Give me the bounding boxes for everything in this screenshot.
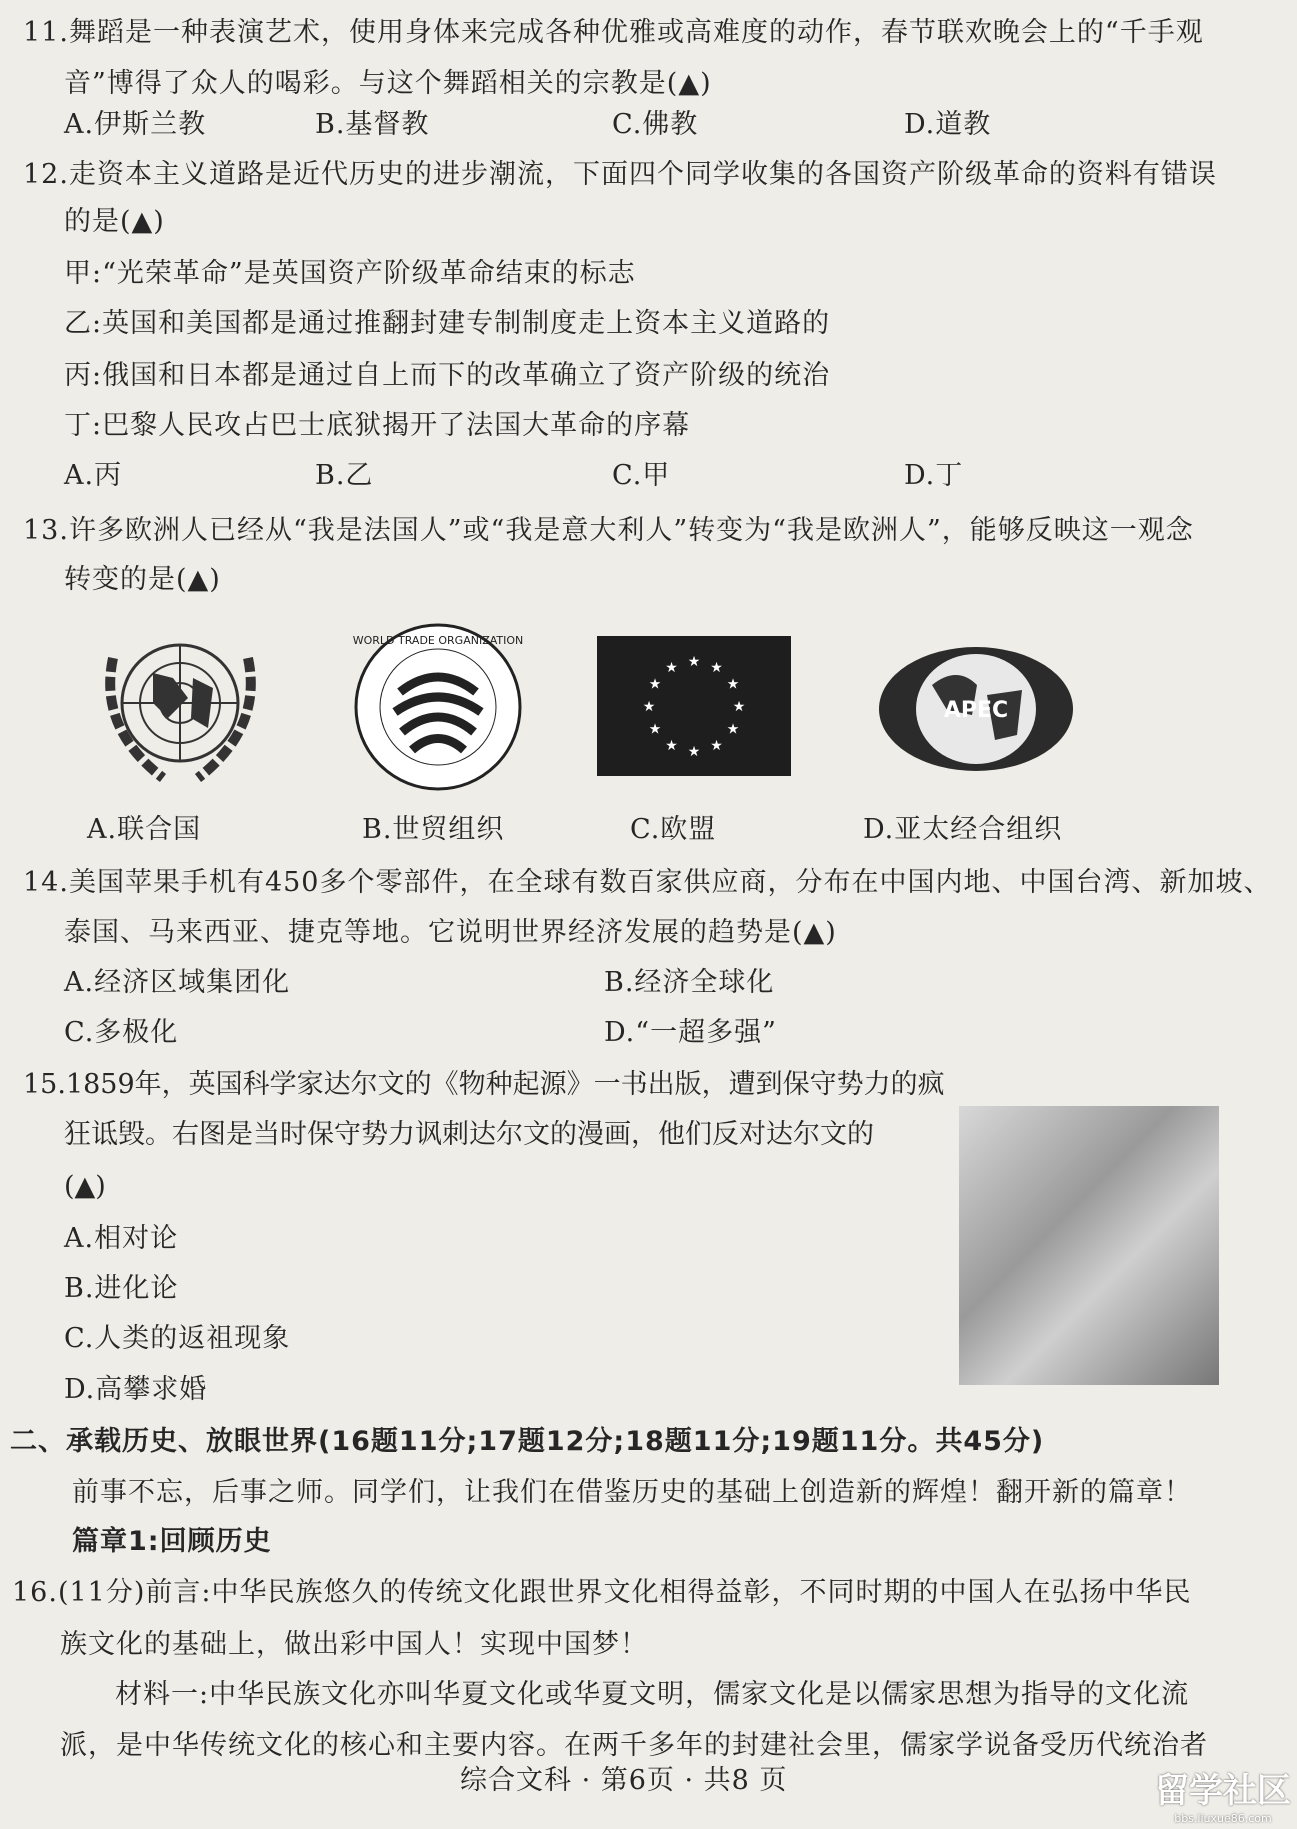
q11-option-c: C.佛教: [612, 109, 699, 140]
q14-option-c: C.多极化: [64, 1017, 179, 1048]
q14-option-b: B.经济全球化: [604, 967, 775, 998]
q14-option-d: D.“一超多强”: [604, 1017, 777, 1048]
q12-item-jia: 甲:“光荣革命”是英国资产阶级革命结束的标志: [64, 258, 636, 289]
q13-option-a: A.联合国: [87, 814, 202, 845]
q15-option-d: D.高攀求婚: [64, 1374, 208, 1405]
q11-option-d: D.道教: [904, 109, 992, 140]
eu-star-icon: ★: [732, 699, 746, 715]
apec-logo-text: APEC: [943, 698, 1009, 723]
q16-line1: 16.(11分)前言:中华民族悠久的传统文化跟世界文化相得益彰，不同时期的中国人在弘扬中华民: [12, 1577, 1192, 1608]
q14-line1: 14.美国苹果手机有450多个零部件，在全球有数百家供应商，分布在中国内地、中国台湾、新加坡、: [23, 867, 1272, 898]
eu-star-icon: ★: [687, 744, 701, 760]
q11-line2: 音”博得了众人的喝彩。与这个舞蹈相关的宗教是(▲): [64, 68, 712, 99]
eu-star-icon: ★: [665, 660, 678, 677]
watermark-logo: 留学社区 bbs.liuxue86.com: [1155, 1771, 1291, 1825]
q13-option-b: B.世贸组织: [362, 814, 505, 845]
eu-star-icon: ★: [648, 676, 662, 693]
q16-line2: 族文化的基础上，做出彩中国人！实现中国梦！: [60, 1629, 648, 1660]
section2-heading: 二、承载历史、放眼世界(16题11分;17题12分;18题11分;19题11分。共45分): [10, 1426, 1045, 1457]
eu-star-icon: ★: [648, 721, 662, 738]
q13-option-c: C.欧盟: [630, 814, 717, 845]
q11-option-a: A.伊斯兰教: [64, 109, 207, 140]
q14-line2: 泰国、马来西亚、捷克等地。它说明世界经济发展的趋势是(▲): [64, 917, 837, 948]
q12-option-c: C.甲: [612, 460, 671, 491]
section2-intro: 前事不忘，后事之师。同学们，让我们在借鉴历史的基础上创造新的辉煌！翻开新的篇章！: [72, 1477, 1192, 1508]
eu-star-icon: ★: [726, 721, 740, 738]
q15-option-b: B.进化论: [64, 1273, 179, 1304]
darwin-cartoon-image: [959, 1106, 1219, 1385]
q15-line2: 狂诋毁。右图是当时保守势力讽刺达尔文的漫画，他们反对达尔文的: [64, 1119, 874, 1150]
q12-option-d: D.丁: [904, 460, 964, 491]
q15-option-c: C.人类的返祖现象: [64, 1323, 291, 1354]
q13-line2: 转变的是(▲): [64, 564, 221, 595]
chapter1-title: 篇章1:回顾历史: [72, 1526, 272, 1557]
q12-item-bing: 丙:俄国和日本都是通过自上而下的改革确立了资产阶级的统治: [64, 360, 831, 391]
q12-line2: 的是(▲): [64, 206, 165, 237]
wto-logo-image: [350, 622, 527, 792]
eu-star-icon: ★: [726, 676, 740, 693]
q12-line1: 12.走资本主义道路是近代历史的进步潮流，下面四个同学收集的各国资产阶级革命的资料有错误: [23, 159, 1217, 190]
wto-logo-text: WORLD TRADE ORGANIZATION: [352, 634, 524, 647]
q16-line3: 材料一:中华民族文化亦叫华夏文化或华夏文明，儒家文化是以儒家思想为指导的文化流: [115, 1679, 1190, 1710]
q14-option-a: A.经济区域集团化: [64, 967, 291, 998]
un-emblem-image: [93, 618, 268, 788]
eu-star-icon: ★: [710, 737, 723, 754]
apec-logo-image: [877, 645, 1075, 773]
q16-line4: 派，是中华传统文化的核心和主要内容。在两千多年的封建社会里，儒家学说备受历代统治者: [60, 1730, 1208, 1761]
q12-item-yi: 乙:英国和美国都是通过推翻封建专制制度走上资本主义道路的: [64, 308, 831, 339]
q11-option-b: B.基督教: [315, 109, 430, 140]
eu-flag-image: [597, 636, 791, 776]
q12-option-b: B.乙: [315, 460, 374, 491]
q11-line1: 11.舞蹈是一种表演艺术，使用身体来完成各种优雅或高难度的动作，春节联欢晚会上的“千手观: [23, 17, 1204, 48]
eu-star-icon: ★: [642, 699, 656, 715]
q15-line3: (▲): [64, 1171, 106, 1202]
q13-line1: 13.许多欧洲人已经从“我是法国人”或“我是意大利人”转变为“我是欧洲人”，能够反映这一观念: [23, 515, 1194, 546]
page-footer: 综合文科 · 第6页 · 共8 页: [460, 1765, 788, 1796]
q15-line1: 15.1859年，英国科学家达尔文的《物种起源》一书出版，遭到保守势力的疯: [23, 1069, 945, 1100]
q12-option-a: A.丙: [64, 460, 123, 491]
q15-option-a: A.相对论: [64, 1223, 179, 1254]
q12-item-ding: 丁:巴黎人民攻占巴士底狱揭开了法国大革命的序幕: [64, 410, 691, 441]
q13-option-d: D.亚太经合组织: [863, 814, 1063, 845]
eu-star-icon: ★: [665, 737, 678, 754]
eu-star-icon: ★: [687, 654, 701, 670]
eu-star-icon: ★: [710, 660, 723, 677]
